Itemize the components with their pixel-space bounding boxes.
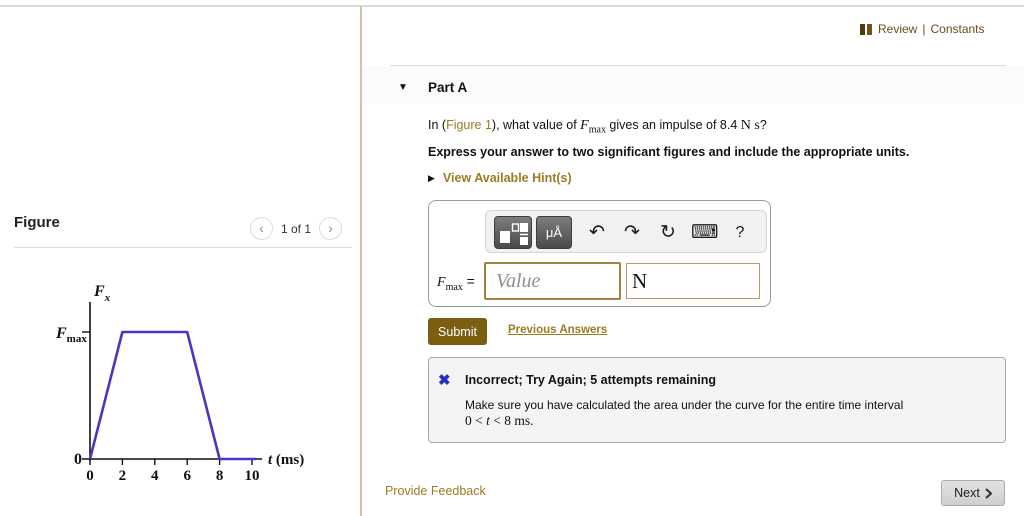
next-chevron-icon xyxy=(985,488,992,499)
x-tick-labels xyxy=(86,468,259,484)
fmax-label: $F_{max}$ xyxy=(56,325,87,345)
express-instruction: Express your answer to two significant figures and include the appropriate units. xyxy=(428,145,910,159)
constants-link[interactable]: Constants xyxy=(930,22,985,36)
origin-label: 0 xyxy=(74,451,82,468)
part-a-title: Part A xyxy=(428,80,468,95)
svg-text:0: 0 xyxy=(86,468,94,484)
figure-panel-title: Figure xyxy=(14,214,60,231)
next-button[interactable]: Next xyxy=(941,480,1005,506)
feedback-title: Incorrect; Try Again; 5 attempts remaining xyxy=(465,373,716,387)
part-a-top-rule xyxy=(390,65,1006,66)
review-separator: | xyxy=(922,22,926,36)
hint-caret-icon: ▶ xyxy=(428,172,435,183)
figure-1-link[interactable]: Figure 1 xyxy=(446,118,492,132)
x-axis-label: t (ms) xyxy=(268,452,305,468)
units-input[interactable] xyxy=(626,263,760,299)
y-axis-label: $F_x$ xyxy=(94,283,111,304)
question-text: In (Figure 1), what value of $F_{max}$ gives an impulse of 8.4 N s? xyxy=(428,118,767,136)
svg-text:2: 2 xyxy=(118,468,127,484)
fmax-symbol: F xyxy=(580,118,589,133)
figure-divider xyxy=(14,247,352,248)
equation-toolbar xyxy=(485,210,767,253)
previous-answers-link[interactable]: Previous Answers xyxy=(508,324,608,336)
view-hints-toggle[interactable] xyxy=(428,171,572,185)
svg-text:4: 4 xyxy=(151,468,159,484)
book-icon xyxy=(860,24,872,35)
incorrect-x-icon: ✖ xyxy=(438,372,451,389)
figure-prev-button[interactable]: ‹ xyxy=(250,217,273,240)
svg-text:6: 6 xyxy=(183,468,191,484)
svg-text:8: 8 xyxy=(215,468,224,484)
keyboard-icon[interactable]: ⌨ xyxy=(691,222,719,243)
figure-pager xyxy=(250,217,342,240)
force-curve xyxy=(90,332,256,459)
view-hints-label: View Available Hint(s) xyxy=(442,171,572,185)
redo-icon[interactable]: ↷ xyxy=(624,222,640,243)
feedback-math: 0 < t < 8 ms. xyxy=(465,413,534,428)
help-icon[interactable]: ? xyxy=(735,224,745,241)
feedback-box xyxy=(428,357,1006,443)
math-template-button[interactable] xyxy=(494,216,532,249)
collapse-caret-icon[interactable]: ▼ xyxy=(398,82,408,93)
review-link[interactable]: Review xyxy=(878,22,918,36)
provide-feedback-link[interactable]: Provide Feedback xyxy=(385,484,486,498)
undo-icon[interactable]: ↶ xyxy=(589,222,605,243)
review-constants-bar xyxy=(860,22,985,36)
figure-next-button[interactable]: › xyxy=(319,217,342,240)
reset-icon[interactable]: ↻ xyxy=(660,222,676,243)
top-border xyxy=(0,5,1024,7)
figure-page-count: 1 of 1 xyxy=(281,221,312,236)
value-input[interactable] xyxy=(484,262,621,300)
feedback-message: Make sure you have calculated the area under the curve for the entire time interval xyxy=(465,398,904,412)
submit-button[interactable]: Submit xyxy=(428,318,487,345)
force-time-graph xyxy=(48,272,328,493)
answer-entry-box xyxy=(428,200,771,307)
units-button[interactable]: μÅ xyxy=(536,216,572,249)
svg-text:10: 10 xyxy=(244,468,260,484)
answer-variable-label: $F_{max}$ = xyxy=(437,273,475,293)
template-icon xyxy=(498,221,528,245)
